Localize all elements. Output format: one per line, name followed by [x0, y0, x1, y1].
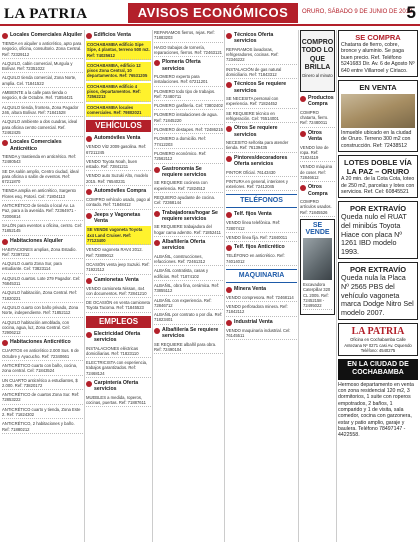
category-bullet-icon [300, 96, 306, 102]
category-heading [86, 135, 151, 142]
classified-ad: MUEBLES a medida, roperos, cocinas, puertas. Ref: 71887611 [86, 395, 151, 408]
category-heading [154, 327, 223, 340]
classified-ad: VENDO auto Suzuki Alto, modelo 2015. Ref: 76540231 [86, 173, 151, 186]
category-bullet-icon [226, 126, 232, 132]
classified-ad: VENDO máquina de coser. Ref: 72846612 [300, 164, 335, 182]
classified-ad: ANTICRÉTICO cuarto y tienda, Zona Este 2. Ref: 71824302 [2, 407, 83, 420]
classified-ad: ALQUILO, cabin comercial, Murguía y Bolívar. Ref: 72351022 [2, 61, 83, 74]
category-heading [86, 277, 151, 284]
office-address: Oficina en Cochabamba Calle Antezana Nº 0271 casi Av. Oquendo Teléfono: 4540275 [344, 337, 412, 353]
column-3 [154, 30, 223, 542]
highlighted-ad: COCHABAMBA edificio Sipe Sipe, 4 plantas, terreno 500 m2. Ref: 74025612 [86, 41, 151, 60]
category-bullet-icon [226, 320, 232, 326]
ciudad-title: EN LA CIUDAD DE COCHABAMBA [347, 361, 409, 377]
category-bullet-icon [2, 140, 8, 146]
classified-ad: ALQUILO habitación, Zona Central. Ref: 71820221 [2, 290, 83, 303]
classified-ad: INSTALACIONES eléctricas domiciliarias. Ref: 71823110 [86, 346, 151, 359]
column-1 [2, 30, 83, 542]
category-heading [154, 166, 223, 179]
category-heading [300, 130, 335, 143]
boxed-ads [338, 30, 418, 320]
category-heading [2, 238, 83, 245]
category-heading [86, 331, 151, 344]
classified-ad: TIENDA amplia en anticrético, Sargento Flores esq. Potosí. Cel: 71804113 [2, 188, 83, 201]
classified-ad: HAGO trabajos de tornería, reparaciones, fierros. Ref: 72463121 [154, 45, 223, 58]
classified-ad: VENDO vagoneta RAV4 2012. Ref: 72809012 [86, 247, 151, 260]
highlighted-ad: COCHABAMBA, edificio 12 pisos Zona Central, 10 departamentos. Ref: 76531205 [86, 62, 151, 81]
category-heading [226, 286, 297, 293]
boxed-ad-title: EN VENTA [359, 83, 397, 93]
classified-ad: VENDO línea fija. Ref: 71840011 [226, 235, 297, 242]
classified-ad: ELECTRICISTA con experiencia, trabajos garantizados. Ref: 72468124 [86, 360, 151, 378]
classified-ad: TELÉFONO en anticrético. Ref: 74014012 [226, 253, 297, 266]
category-heading [86, 188, 151, 195]
boxed-ad [338, 30, 418, 77]
category-heading [300, 184, 335, 197]
classified-ad: INSTALACIÓN de gas natural domiciliario. Ref: 71843312 [226, 67, 297, 80]
classified-ad: TIENDA en alquiler o anticrético, apto para negocio, oficina, consultorio. Zona Central. Ref: 72329112 [2, 41, 83, 59]
boxed-ad-title: POR EXTRAVÍO [349, 265, 407, 275]
highlighted-ad: SE VENDE vagoneta Toyota 4x4 Land Cruiser. Ref: 77123400 [86, 226, 151, 245]
classified-ad: ALBAÑIL con experiencia. Ref: 72846712 [154, 298, 223, 311]
classified-ad: ALQUILO tienda, frontera, Zona Pagador 246, altura Bolívar. Ref: 71841528 [2, 105, 83, 118]
category-bullet-icon [154, 211, 160, 217]
category-label: Habitaciones Anticrético [10, 339, 71, 346]
category-heading [154, 210, 223, 223]
column-4 [226, 30, 297, 542]
category-label: Gastronomía Se requiere servicios [162, 165, 207, 178]
category-bullet-icon [2, 33, 8, 39]
category-bullet-icon [226, 82, 232, 88]
compro-oro-subtitle: Dinero al minuto [302, 72, 333, 78]
category-label: Electricidad Oferta servicios [94, 330, 141, 344]
se-vende-ad [300, 219, 335, 315]
category-heading [2, 32, 83, 39]
classified-ad: REQUIERO ayudante de cocina. Cel: 72368144 [154, 195, 223, 208]
boxed-ad [338, 201, 418, 259]
issue-date: ORURO, SÁBADO 9 DE JUNIO DE 2018 [302, 9, 413, 15]
classified-ad: ANTICRÉTICO, 2 habitaciones y baño. Ref: 71880212 [2, 421, 83, 434]
classified-ad: REPARAMOS fierros, rejas. Ref: 71883203 [154, 30, 223, 43]
category-label: Pintores/decoradores Oferta servicios [234, 154, 288, 168]
category-heading [226, 211, 297, 218]
category-label: Productos Compra [308, 95, 334, 108]
category-heading [226, 319, 297, 326]
ciudad-header [338, 359, 418, 380]
category-bullet-icon [226, 287, 232, 293]
category-bullet-icon [86, 278, 92, 284]
category-label: Técnicos Oferta servicios [234, 32, 274, 45]
classified-ad: PLOMERO a domicilio. Ref: 77412203 [154, 136, 223, 149]
classified-ad: ALQUILO cuartos. Lote 279 Pagador. Cel: 76845311 [2, 276, 83, 289]
se-vende-title: SE VENDE [305, 222, 330, 236]
classified-ad: SE REQUIERE trabajadora del hogar cama adentro. Ref: 71852411 [154, 224, 223, 237]
category-heading [154, 59, 223, 72]
category-bullet-icon [154, 328, 160, 334]
category-heading [86, 380, 151, 393]
category-bullet-icon [86, 33, 92, 39]
category-heading [86, 32, 151, 39]
classified-ad: PINTURA en general, interiores y exteriores. Ref: 72412045 [226, 179, 297, 192]
column-6 [338, 30, 418, 542]
category-label: Albañilería Oferta servicios [162, 238, 206, 252]
classified-ad: VENDO maquinaria industrial. Cel: 76145511 [226, 328, 297, 341]
classified-ad: COMPRO chatarra, fierro. Ref: 72480011 [300, 110, 335, 128]
category-bullet-icon [226, 245, 232, 251]
classified-ad: SE DA salón amplio, Centro ciudad, ideal para oficina o salón de eventos. Ref: 67211870 [2, 169, 83, 187]
classified-ad: ANTICRÉTICO de cuartos Zona Sur. Ref: 72853222 [2, 392, 83, 405]
classified-ad: ALQUILO cuarto con baño privado, Zona Norte, independiente. Ref: 71852112 [2, 305, 83, 318]
se-vende-text: Excavadora Caterpillar 320 CL 2005. Ref: 72452158 - 72495022 [303, 282, 332, 310]
category-label: Minera Venta [234, 285, 267, 292]
classified-ad: AMBIENTE a la calle para tienda o negocio, 6 de Octubre. Ref. 71854421 [2, 90, 83, 103]
category-label: Automóviles Compra [94, 188, 147, 195]
column-2 [86, 30, 151, 542]
category-heading [2, 339, 83, 346]
classified-ad: ALQUILO cuarto Zona Sur, para estudiante. Cel: 73823114 [2, 261, 83, 274]
category-label: Jeeps y Vagonetas Venta [94, 211, 141, 225]
category-label: Carpintería Oferta servicios [94, 380, 139, 393]
category-bullet-icon [86, 332, 92, 338]
classified-ad: DE OCASIÓN en venta camioneta Toyota Tacoma. Ref: 71845523 [86, 300, 151, 313]
boxed-ad [338, 155, 418, 198]
classified-ad: PLOMERO económico. Ref: 72562112 [154, 151, 223, 164]
classified-ad: VENDO Toyota Noah, buen estado. Ref: 72841211 [86, 159, 151, 172]
category-label: Locales Comerciales Anticrético [10, 139, 62, 152]
category-label: Telf. fijos Venta [234, 211, 272, 218]
highlighted-ad: COCHABAMBA edificio 4 pisos, departamentos. Ref: 72562213 [86, 83, 151, 102]
category-label: Técnicos Se requiere servicios [234, 81, 287, 94]
category-heading [226, 125, 297, 138]
category-bullet-icon [2, 239, 8, 245]
classified-ad: COMPRO artículos usados. Ref: 71845526 [300, 199, 335, 217]
highlighted-ad: COCHABAMBA locales comerciales. Ref: 79802021 [86, 104, 151, 118]
category-label: Otros Venta [308, 129, 322, 143]
classified-ad: PLOMERO todo tipo de trabajos. Ref: 72480711 [154, 89, 223, 102]
classified-ad: VENDO lote de ropa. Ref: 71824119 [300, 145, 335, 163]
classified-ad: SE REQUIERE albañil para obra. Ref: 72490104 [154, 342, 223, 355]
category-heading [226, 155, 297, 168]
classified-ad: ALQUILO habitación amoblada, con cocina, agua, luz, Zona Central. Cel: 72906212 [2, 320, 83, 338]
classified-ad: ALQUILO tienda comercial, Zona Norte, amplia. Cel. 71841522 [2, 75, 83, 88]
section-header: MAQUINARIA [226, 269, 297, 283]
classified-ad: REPARAMOS lavadoras, refrigeradores, cocinas. Ref: 72346222 [226, 47, 297, 65]
compro-oro-title: COMPRO TODO LO QUE BRILLA [301, 39, 334, 72]
classified-ad: OCASIÓN venta jeep Suzuki. Ref: 71922112 [86, 262, 151, 275]
category-bullet-icon [226, 156, 232, 162]
category-bullet-icon [154, 240, 160, 246]
page-number: 5 [406, 3, 416, 22]
classified-ad: PLOMERO experto para instalaciones. Ref: 67211201 [154, 74, 223, 87]
office-logo: LA PATRIA [351, 326, 405, 338]
boxed-ad [338, 80, 418, 152]
boxed-ad-title: POR EXTRAVÍO [349, 204, 407, 214]
classified-ad: HABITACIONES amplias, Zona Estadio. Ref: 72397212 [2, 247, 83, 260]
boxed-ad-body: Queda nula la Placa Nº 2565 PBS del vehículo vagoneta marca Dodge Nitro Sel modelo 2007. [341, 273, 414, 317]
category-label: Locales Comerciales Alquiler [10, 32, 83, 38]
section-header: EMPLEOS [86, 316, 151, 328]
classified-ad: PLOMERO gasfitería. Cel: 73802402 [154, 103, 223, 110]
category-bullet-icon [2, 340, 8, 346]
newspaper-name: LA PATRIA [4, 6, 88, 22]
classified-ad: ANTICRÉTICO cuarto con baño, cocina, zona central. Cel: 71843524 [2, 363, 83, 376]
category-label: Automóviles Venta [94, 135, 141, 142]
classified-ad: ALQUILO ambiente a dos cuadras, ideal para oficina centro comercial. Ref. 72462425 [2, 119, 83, 137]
category-heading [226, 244, 297, 251]
boxed-ad-body: Chatarra de fierro, cobre, bronce y aluminio. Se paga buen precio. Ref. Teléfono 5241683 Dir. Av. 6 de Agosto Nº 640 entre Villarroel y Ciriaco. [341, 42, 415, 74]
category-bullet-icon [86, 381, 92, 387]
column-5-ads [300, 95, 335, 217]
category-bullet-icon [86, 189, 92, 195]
boxed-ad-title: LOTES DOBLE VÍA LA PAZ – ORURO [344, 158, 412, 177]
property-photo [341, 94, 415, 128]
category-heading [226, 32, 297, 45]
column-5 [300, 30, 335, 542]
section-header: VEHÍCULOS [86, 120, 151, 132]
classified-ad: COMPRO vehículo usado, pago al contado. Ref: 71848412 [86, 197, 151, 210]
classified-ad: ALBAÑIL contratista, casas y edificios. Ref: 71874102 [154, 268, 223, 281]
category-bullet-icon [154, 60, 160, 66]
category-label: Camionetas Venta [94, 276, 139, 283]
boxed-ad-body: A 20 min. de la Cota Cota, loteo de 250 m2, parcelas y lotes con servicios. Ref. Cel: 60845521 [341, 176, 415, 196]
classified-ad: VENDO camioneta Nissan, 4x4 con documentos. Ref: 72841210 [86, 286, 151, 299]
classified-ad: VENDO compresora. Ref: 72468114 [226, 295, 297, 302]
category-label: Otros Se requiere servicios [234, 125, 278, 138]
category-bullet-icon [226, 212, 232, 218]
category-bullet-icon [86, 213, 92, 219]
classified-ad: PLOMERO instalaciones de agua. Ref: 71845220 [154, 112, 223, 125]
classified-ad: TIENDA y trastienda en anticrético. Ref: 72480543 [2, 154, 83, 167]
category-heading [2, 139, 83, 152]
category-bullet-icon [154, 167, 160, 173]
category-label: Trabajadoras/hogar Se requiere servicios [162, 209, 218, 222]
excavator-photo [303, 238, 332, 280]
category-label: Telf. fijos Anticrético [234, 244, 285, 251]
classified-ad: SE REQUIERE cocinera con experiencia. Ref: 71824512 [154, 180, 223, 193]
classified-ad: PLOMERO destapes. Ref: 72486215 [154, 127, 223, 134]
category-bullet-icon [86, 136, 92, 142]
boxed-ad-body: Inmueble ubicado en la ciudad de Oruro. Terreno 300 m2 con construcción. Ref: 72438512 [341, 130, 412, 149]
category-heading [86, 212, 151, 225]
section-header: TELÉFONOS [226, 194, 297, 208]
category-heading [154, 239, 223, 252]
category-bullet-icon [226, 33, 232, 39]
category-label: Edificios Venta [94, 32, 131, 38]
classified-ad: SALÓN para eventos u oficina, centro. Cel: 71852145 [2, 223, 83, 236]
classified-ad: SE REQUIERE técnico en refrigeración. Cel: 76514001 [226, 111, 297, 124]
classified-ad: VENDO línea telefónica. Ref: 72807412 [226, 220, 297, 233]
category-label: Industrial Venta [234, 318, 273, 325]
category-heading [300, 95, 335, 108]
masthead [0, 0, 420, 26]
category-bullet-icon [300, 131, 306, 137]
classified-ad: CUARTOS en anticrético 2.000 Sus. 6 de Octubre y Ayacucho. Ref: 72340661 [2, 348, 83, 361]
classified-ad: ALBAÑIL, construcciones, refacciones. Ref: 72461312 [154, 254, 223, 267]
category-bullet-icon [300, 185, 306, 191]
boxed-ad-title: SE COMPRA [355, 33, 401, 42]
classified-ad: VENDO Vitz 2009 gasolina. Ref: 67211245 [86, 144, 151, 157]
classified-ad: VENDO perforadora minera. Ref: 71842112 [226, 304, 297, 317]
category-label: Otros Compra [308, 184, 328, 197]
newspaper-office-ad [338, 323, 418, 356]
boxed-ad-body: Queda nulo el RUAT del minibús Toyota Hiace con placa Nº 1261 IBD modelo 1993. [341, 212, 407, 256]
classified-ad: ALBAÑIL por contrato o por día. Ref: 71823401 [154, 312, 223, 325]
classified-ad: NECESITO señorita para atender tienda. Ref: 76139435 [226, 140, 297, 153]
classified-ad: SE NECESITA personal con experiencia. Ref: 71824452 [226, 96, 297, 109]
classified-ad: ANTICRÉTICO de tienda o local Av. La Paz, para a la avenida. Ref: 72364971 - 72006814 [2, 203, 83, 221]
classified-ad: PINTOR Oficial. 76143430 [226, 170, 297, 177]
category-heading [226, 81, 297, 94]
ciudad-body: Hermoso departamento en venta con zona residencial 120 m2, 3 dormitorios, 1 suite con roperos empotrados, 2 baños, 1 comparido y 1 de visita, sala comedor, cocina con garzonera, estar y patio amplio, garaje y baulera. Teléfono 78497147 - 4422558. [338, 381, 414, 439]
category-label: Plomería Oferta servicios [162, 59, 201, 72]
category-label: Habitaciones Alquiler [10, 237, 63, 244]
classified-ad: UN CUARTO anticrético a estudiantes, $ 2.000. Ref: 73820172 [2, 378, 83, 391]
classified-ad: ALBAÑIL, obra fina, cerámica. Ref: 73855112 [154, 283, 223, 296]
compro-oro-ad [300, 30, 335, 92]
category-label: Albañilería Se requiere servicios [162, 326, 219, 340]
boxed-ad [338, 262, 418, 320]
section-title: AVISOS ECONÓMICOS [128, 3, 298, 23]
